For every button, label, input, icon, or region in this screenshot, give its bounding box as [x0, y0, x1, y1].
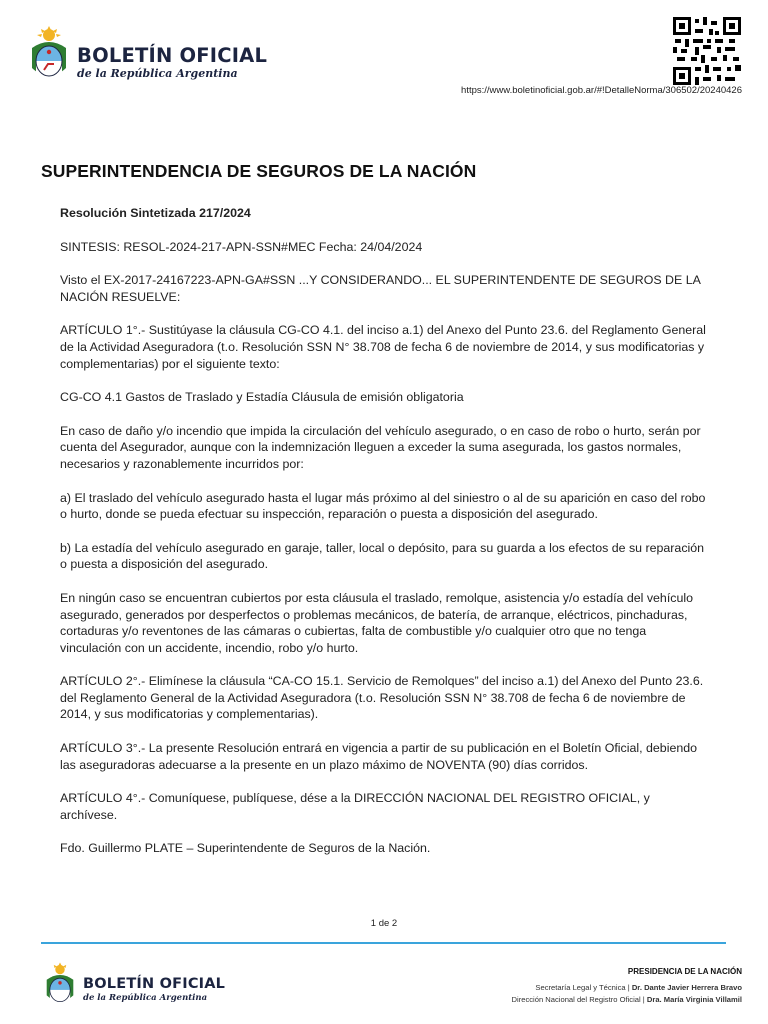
signature-line: Fdo. Guillermo PLATE – Superintendente de Seguros de la Nación. — [60, 841, 431, 856]
resolution-heading: Resolución Sintetizada 217/2024 — [60, 206, 251, 220]
credit-line: Dirección Nacional del Registro Oficial | Dra. María Virginia Villamil — [511, 995, 742, 1004]
paragraph: ARTÍCULO 3°.- La presente Resolución entrará en vigencia a partir de su publicación en el Boletín Oficial, debiendo las aseguradoras adecuarse a la presente en un plazo máximo de NOVENTA (90) días corridos. — [60, 741, 698, 772]
argentina-coat-of-arms-icon — [26, 26, 72, 86]
credit-label: Dirección Nacional del Registro Oficial — [511, 995, 641, 1004]
footer-divider — [41, 942, 726, 944]
credit-name: Dr. Dante Javier Herrera Bravo — [631, 983, 742, 992]
footer-logo-subtitle: de la República Argentina — [83, 993, 208, 1003]
paragraph: b) La estadía del vehículo asegurado en garaje, taller, local o depósito, para su guarda a los efectos de su reparación o puesta a disposición del asegurado. — [60, 540, 705, 572]
paragraph: SINTESIS: RESOL-2024-217-APN-SSN#MEC Fecha: 24/04/2024 — [60, 239, 423, 254]
header — [0, 0, 768, 110]
paragraph: En caso de daño y/o incendio que impida la circulación del vehículo asegurado, o en caso de robo o hurto, serán por cuenta del Asegurador, aunque con la indemnización lleguen a exceder la suma asegurada, los gastos normales, necesarios y razonablemente incurridos por: — [60, 423, 701, 471]
paragraph: ARTÍCULO 1°.- Sustitúyase la cláusula CG-CO 4.1. del inciso a.1) del Anexo del Punto 23.6. del Reglamento General de la Actividad Aseguradora (t.o. Resolución SSN N° 38.708 de fecha 6 de noviembre de 2014, y sus modificatorias y complementarias) por el siguiente texto: — [60, 323, 706, 371]
credit-label: Secretaría Legal y Técnica — [535, 983, 626, 992]
logo-title: BOLETÍN OFICIAL — [77, 44, 268, 67]
paragraph: Visto el EX-2017-24167223-APN-GA#SSN ...Y CONSIDERANDO... EL SUPERINTENDENTE DE SEGUROS DE LA NACIÓN RESUELVE: — [60, 273, 701, 304]
footer-logo-title: BOLETÍN OFICIAL — [83, 976, 226, 992]
credit-line: Secretaría Legal y Técnica | Dr. Dante Javier Herrera Bravo — [535, 983, 742, 992]
page-number: 1 de 2 — [370, 918, 398, 929]
paragraph: a) El traslado del vehículo asegurado hasta el lugar más próximo al del siniestro o al de su aparición en caso del robo o hurto, donde se pueda efectuar su inspección, reparación o puesta a disposición del asegurado. — [60, 490, 706, 522]
paragraph: En ningún caso se encuentran cubiertos por esta cláusula el traslado, remolque, asistencia y/o estadía del vehículo asegurado, generados por desperfectos o problemas mecánicos, de batería, de arranque, eléctricos, pinchaduras, cortaduras y/o reventones de las cámaras o cubiertas, falta de combustible y/o cualquier otro que no tenga vinculación con un accidente, incendio, robo y/o hurto. — [60, 590, 693, 655]
paragraph: ARTÍCULO 4°.- Comuníquese, publíquese, dése a la DIRECCIÓN NACIONAL DEL REGISTRO OFICIAL, y archívese. — [60, 791, 650, 822]
paragraph: ARTÍCULO 2°.- Elimínese la cláusula “CA-CO 15.1. Servicio de Remolques” del inciso a.1) del Anexo del Punto 23.6. del Reglamento General de la Actividad Aseguradora (t.o. Resolución SSN N° 38.708 de fecha 6 de noviembre de 2014, y sus modificatorias y complementarias). — [60, 674, 704, 722]
document-url[interactable]: https://www.boletinoficial.gob.ar/#!DetalleNorma/306502/20240426 — [461, 85, 742, 96]
document-body — [60, 205, 710, 874]
presidency-label: PRESIDENCIA DE LA NACIÓN — [627, 967, 742, 976]
argentina-coat-of-arms-icon — [42, 962, 78, 1010]
qr-code-icon — [673, 17, 741, 85]
paragraph: CG-CO 4.1 Gastos de Traslado y Estadía Cláusula de emisión obligatoria — [60, 390, 464, 405]
credit-name: Dra. María Virginia Villamil — [646, 995, 742, 1004]
footer-credits — [512, 964, 742, 1008]
logo-subtitle: de la República Argentina — [77, 67, 238, 80]
page-title: SUPERINTENDENCIA DE SEGUROS DE LA NACIÓN — [41, 161, 477, 181]
